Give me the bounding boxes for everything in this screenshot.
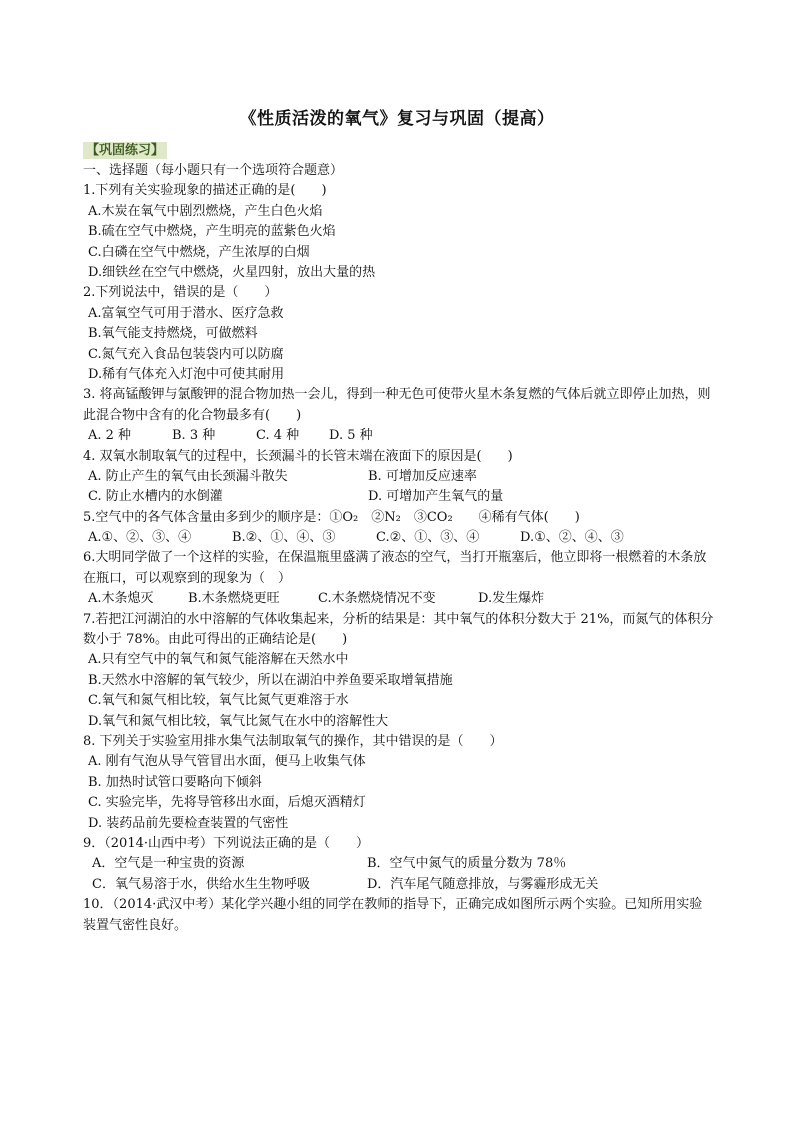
question-1-option-b: B.硫在空气中燃烧，产生明亮的蓝紫色火焰 [88,224,336,240]
question-6-stem: 6.大明同学做了一个这样的实验，在保温瓶里盛满了液态的空气，当打开瓶塞后，他立即将一根燃着的木条放在瓶口，可以观察到的现象为（ ） [83,550,707,586]
question-4-stem: 4. 双氧水制取氧气的过程中，长颈漏斗的长管末端在液面下的原因是( ) [83,448,513,464]
question-4-option-b: B. 可增加反应速率 [368,468,477,484]
question-2-stem: 2.下列说法中，错误的是（ ） [83,285,278,301]
question-8-option-d: D. 装药品前先要检查装置的气密性 [88,815,289,831]
question-2-option-c: C.氮气充入食品包装袋内可以防腐 [88,346,284,362]
question-2-option-b: B.氧气能支持燃烧，可做燃料 [88,326,258,342]
question-9-option-a: A．空气是一种宝贵的资源 [92,856,245,872]
question-5-option-c: C.②、①、③、④ [376,530,480,546]
question-9-options-row-2 [83,875,715,895]
question-1-option-a: A.木炭在氧气中剧烈燃烧，产生白色火焰 [88,203,323,219]
question-8-option-a: A. 刚有气泡从导气管冒出水面，便马上收集气体 [88,754,366,770]
question-5-option-d: D.①、②、④、③ [520,530,624,546]
question-1-stem: 1.下列有关实验现象的描述正确的是( ) [83,183,327,199]
question-3-option-b: B. 3 种 [172,428,216,444]
question-1-option-c: C.白磷在空气中燃烧，产生浓厚的白烟 [88,244,310,260]
question-7-option-b: B.天然水中溶解的氧气较少，所以在湖泊中养鱼要采取增氧措施 [88,672,453,688]
question-3-option-c: C. 4 种 [256,428,300,444]
question-9-option-c: C．氧气易溶于水，供给水生生物呼吸 [92,876,310,892]
question-6-option-c: C.木条燃烧情况不变 [318,591,436,607]
question-9-stem: 9．（2014·山西中考）下列说法正确的是（ ） [83,835,369,851]
question-4-options-row-2 [83,487,715,507]
question-7-option-d: D.氧气和氮气相比较，氧气比氮气在水中的溶解性大 [88,713,389,729]
question-7-option-a: A.只有空气中的氧气和氮气能溶解在天然水中 [88,652,349,668]
content-body [83,139,715,936]
question-5-option-a: A.①、②、③、④ [88,530,192,546]
section-label: 【巩固练习】 [83,142,167,159]
question-5-stem: 5.空气中的各气体含量由多到少的顺序是：①O₂ ②N₂ ③CO₂ ④稀有气体( ) [83,509,580,525]
question-3-stem: 3. 将高锰酸钾与氯酸钾的混合物加热一会儿，得到一种无色可使带火星木条复燃的气体后就立即停止加热，则此混合物中含有的化合物最多有( ) [83,387,711,423]
question-2-option-a: A.富氧空气可用于潜水、医疗急救 [88,305,284,321]
question-6-option-d: D.发生爆炸 [478,591,545,607]
question-1-option-d: D.细铁丝在空气中燃烧，火星四射，放出大量的热 [88,264,376,280]
question-9-option-b: B．空气中氮气的质量分数为 78％ [367,856,567,872]
question-4-option-c: C. 防止水槽内的水倒灌 [88,489,223,505]
question-4-options-row-1 [83,467,715,487]
question-8-option-b: B. 加热时试管口要略向下倾斜 [88,774,262,790]
question-10-stem: 10．（2014·武汉中考）某化学兴趣小组的同学在教师的指导下，正确完成如图所示两个实验。已知所用实验装置气密性良好。 [83,897,703,933]
question-6-option-b: B.木条燃烧更旺 [188,591,280,607]
question-8-stem: 8. 下列关于实验室用排水集气法制取氧气的操作，其中错误的是（ ） [83,734,503,750]
question-3-option-d: D. 5 种 [329,428,373,444]
question-9-option-d: D．汽车尾气随意排放，与雾霾形成无关 [367,876,599,892]
question-7-stem: 7.若把江河湖泊的水中溶解的气体收集起来，分析的结果是：其中氧气的体积分数大于 21%，而氮气的体积分数小于 78%。由此可得出的正确结论是( ) [83,611,714,648]
question-7-option-c: C.氧气和氮气相比较，氧气比氮气更难溶于水 [88,693,349,709]
question-3-option-a: A. 2 种 [88,428,132,444]
question-9-options-row-1 [83,854,715,874]
question-3-options [83,426,715,446]
question-4-option-a: A. 防止产生的氧气由长颈漏斗散失 [88,468,288,484]
question-5-option-b: B.②、①、④、③ [232,530,336,546]
page-title: 《性质活泼的氧气》复习与巩固（提高） [239,109,555,129]
question-6-options [83,589,715,609]
question-5-options [83,528,715,548]
question-6-option-a: A.木条熄灭 [88,591,154,607]
part-heading: 一、选择题（每小题只有一个选项符合题意） [83,163,344,178]
question-4-option-d: D. 可增加产生氧气的量 [368,489,504,505]
question-8-option-c: C. 实验完毕，先将导管移出水面，后熄灭酒精灯 [88,795,366,811]
question-2-option-d: D.稀有气体充入灯泡中可使其耐用 [88,366,285,382]
